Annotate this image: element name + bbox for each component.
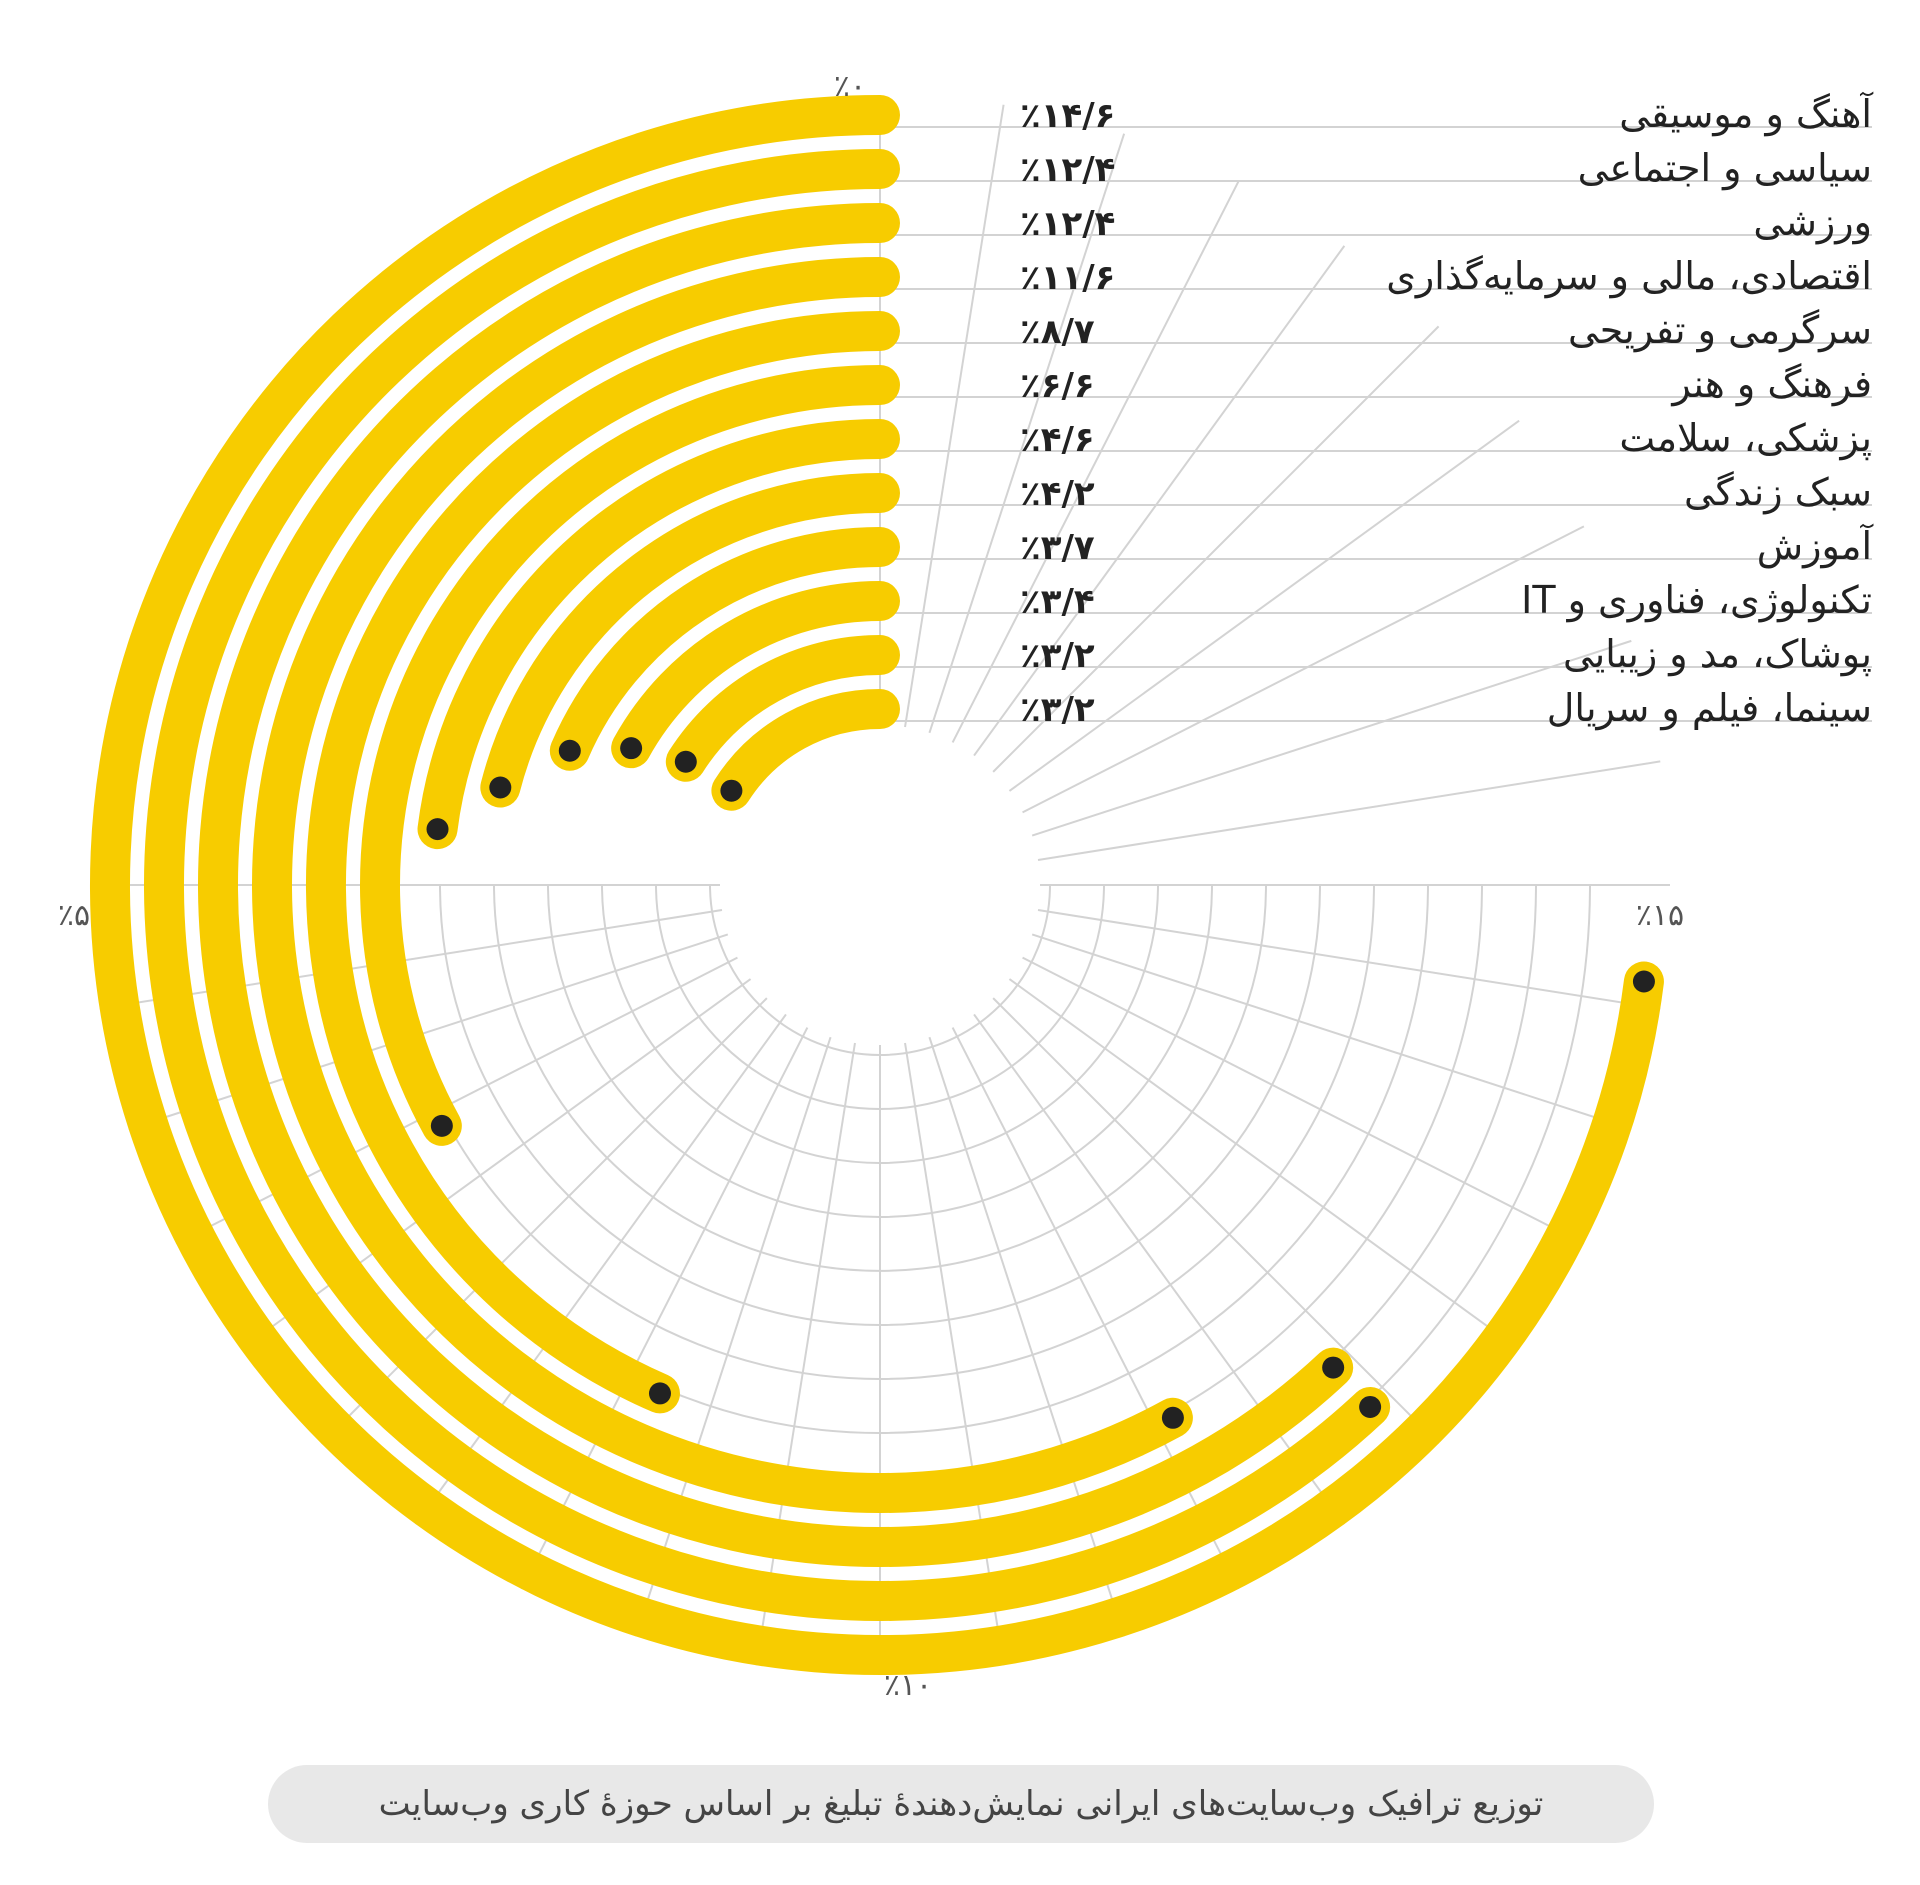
value-label-11: ٪۳/۲	[1020, 690, 1095, 730]
category-label-0: آهنگ و موسیقی	[1619, 92, 1872, 136]
bar-end-dot-7	[489, 777, 511, 799]
value-label-4: ٪۸/۷	[1020, 312, 1095, 352]
category-label-3: اقتصادی، مالی و سرمایه‌گذاری	[1386, 254, 1872, 298]
category-label-7: سبک زندگی	[1683, 470, 1872, 514]
grid-ring	[710, 885, 1050, 1055]
category-label-4: سرگرمی و تفریحی	[1568, 308, 1872, 352]
axis-tick-5: ٪۵	[57, 898, 91, 933]
grid-spoke	[756, 1043, 855, 1665]
grid-spoke	[905, 105, 1004, 727]
category-label-1: سیاسی و اجتماعی	[1577, 146, 1872, 190]
category-label-2: ورزشی	[1753, 200, 1872, 244]
bar-end-dot-2	[1322, 1357, 1344, 1379]
bar-end-dot-11	[720, 780, 742, 802]
value-label-6: ٪۴/۶	[1020, 420, 1095, 460]
labels	[1020, 91, 1873, 731]
bar-end-dot-0	[1633, 971, 1655, 993]
category-label-6: پزشکی، سلامت	[1619, 416, 1872, 460]
grid-spoke	[1032, 934, 1631, 1129]
value-label-10: ٪۳/۲	[1020, 636, 1095, 676]
bar-end-dot-3	[1162, 1407, 1184, 1429]
value-label-7: ٪۴/۲	[1020, 474, 1095, 514]
bar-end-dot-6	[427, 818, 449, 840]
bar-11	[731, 709, 880, 791]
value-label-9: ٪۳/۴	[1020, 582, 1095, 622]
grid-spoke	[1038, 761, 1660, 860]
axis-tick-15: ٪۱۵	[1635, 898, 1685, 933]
bar-end-dot-1	[1359, 1396, 1381, 1418]
value-label-1: ٪۱۲/۴	[1020, 150, 1116, 190]
bar-end-dot-4	[649, 1382, 671, 1404]
grid-spoke	[905, 1043, 1004, 1665]
grid-spoke	[993, 998, 1438, 1443]
category-label-5: فرهنگ و هنر	[1672, 362, 1872, 406]
category-label-10: پوشاک، مد و زیبایی	[1562, 632, 1872, 676]
category-label-8: آموزش	[1756, 524, 1872, 568]
value-label-0: ٪۱۴/۶	[1020, 96, 1116, 136]
axis-tick-0: ٪۰	[833, 69, 867, 104]
value-label-3: ٪۱۱/۶	[1020, 258, 1116, 298]
axis-tick-10: ٪۱۰	[883, 1668, 933, 1703]
value-label-2: ٪۱۲/۴	[1020, 204, 1116, 244]
grid-spoke	[1032, 641, 1631, 836]
category-label-11: سینما، فیلم و سریال	[1546, 686, 1872, 730]
value-label-5: ٪۶/۶	[1020, 366, 1095, 406]
grid-spoke	[974, 1014, 1344, 1524]
grid-spoke	[1009, 979, 1519, 1349]
bar-end-dot-8	[559, 740, 581, 762]
bar-end-dot-9	[620, 737, 642, 759]
bar-end-dot-10	[675, 751, 697, 773]
grid-spoke	[1023, 526, 1584, 812]
bar-end-dot-5	[431, 1115, 453, 1137]
category-label-9: تکنولوژی، فناوری و IT	[1521, 578, 1872, 622]
value-label-8: ٪۳/۷	[1020, 528, 1095, 568]
chart-caption: توزیع ترافیک وب‌سایت‌های ایرانی نمایش‌دهندهٔ تبلیغ بر اساس حوزهٔ کاری وب‌سایت	[268, 1765, 1654, 1843]
grid-spoke	[1038, 910, 1660, 1009]
